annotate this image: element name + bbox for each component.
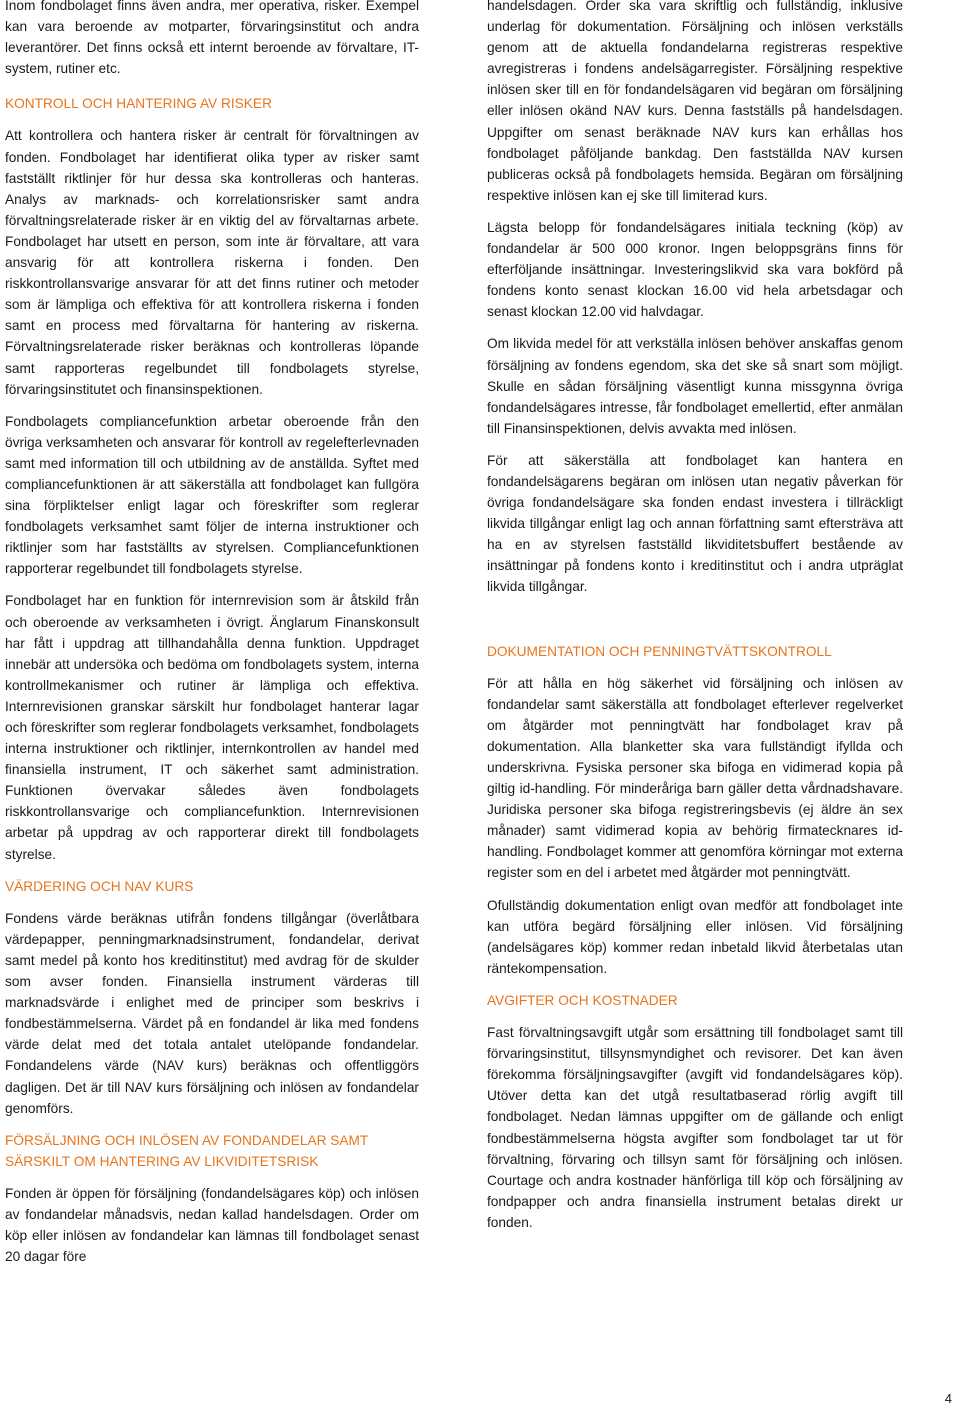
heading-forsaljning-inlosen: FÖRSÄLJNING OCH INLÖSEN AV FONDANDELAR SAMT SÄRSKILT OM HANTERING AV LIKVIDITETSRISK: [5, 1132, 369, 1169]
paragraph-vardering: Fondens värde beräknas utifrån fondens tillgångar (överlåtbara värdepapper, penningmarknadsinstrument, fondandelar, derivat samt medel på konto hos kreditinstitut) med avdrag för de skulder som avser fonden. Finansiella instrument värderas till marknadsvärde i enlighet med de principer som beskrivs i fondbestämmelserna. Värdet på en fondandel är lika med fondens värde delat med det totala antalet utelöpande fondandelar. Fondandelens värde (NAV kurs) beräknas och offentliggörs dagligen. Det är till NAV kurs försäljning och inlösen av fondandelar genomförs.: [5, 910, 419, 1116]
heading-vardering: VÄRDERING OCH NAV KURS: [5, 878, 194, 894]
paragraph-avgifter: Fast förvaltningsavgift utgår som ersättning till fondbolaget samt till förvaringsinstitut, tillsynsmyndighet och revisorer. Det kan även förekomma försäljningsavgifter (avgift vid fondandelsägares köp). Utöver detta kan det utgå resultatbaserad rörlig avgift till fondbolaget. Nedan lämnas uppgifter om de gällande och enligt fondbestämmelserna högsta avgifter som fondbolaget tar ut för förvaltning, förvaring och tillsyn samt för försäljning och inlösen. Courtage och andra kostnader hänförliga till köp och försäljning av fondpapper och andra finansiella instrument betalas direkt ur fonden.: [487, 1025, 903, 1230]
paragraph-lagsta-belopp: Lägsta belopp för fondandelsägares initiala teckning (köp) av fondandelar är 500 000 kronor. Ingen beloppsgräns finns för efterföljande insättningar. Investeringslikvid ska vara bokförd på fondens konto senast klockan 16.00 vid hela arbetsdagar och senast klockan 12.00 vid halvdagar.: [487, 219, 903, 320]
page-number: 4: [944, 1391, 952, 1406]
heading-avgifter: AVGIFTER OCH KOSTNADER: [487, 992, 678, 1008]
paragraph-forsaljning: Fonden är öppen för försäljning (fondandelsägares köp) och inlösen av fondandelar månadsvis, nedan kallad handelsdagen. Order om köp eller inlösen av fondandelar kan lämnas till fondbolaget senast 20 dagar före: [5, 1185, 419, 1265]
paragraph-handelsdagen: handelsdagen. Order ska vara skriftlig och fullständig, inklusive underlag för dokumentation. Försäljning och inlösen verkställs genom att de aktuella fondandelarna registreras respektive avregistreras i fondens andelsägarregister. Försäljning respektive inlösen sker till en för fondandelsägaren vid begäran om försäljning eller inlösen okänd NAV kurs. Denna fastställs på handelsdagen. Uppgifter om senast beräknade NAV kurs kan erhållas hos fondbolaget påföljande bankdag. Den fastställda NAV kursen publiceras också på fondbolagets hemsida. Begäran om försäljning respektive inlösen kan ej ske till limiterad kurs.: [487, 0, 903, 203]
heading-kontroll-hantering: KONTROLL OCH HANTERING AV RISKER: [5, 96, 272, 112]
paragraph-likviditetsbuffert: För att säkerställa att fondbolaget kan hantera en fondandelsägarens begäran om inlösen utan negativ påverkan för övriga fondandelsägare ska fonden endast investera i tillräckligt likvida tillgångar enligt lag och annan författning samt eftersträva att ha en av styrelsen fastställd likviditetsbuffert bestående av insättningar på fondens konto i kreditinstitut och i andra utpräglat likvida tillgångar.: [487, 452, 903, 595]
paragraph-compliance: Fondbolagets compliancefunktion arbetar oberoende från den övriga verksamheten och ansvarar för kontroll av regelefterlevnaden samt med information till och utbildning av de anställda. Syftet med compliancefunktionen är att säkerställa att fondbolaget kan fullgöra sina förpliktelser enligt lagar och föreskrifter som reglerar fondbolagets verksamhet samt följer de interna instruktioner och riktlinjer som har fastställts av styrelsen. Compliancefunktionen rapporterar regelbundet till fondbolagets styrelse.: [5, 413, 419, 577]
paragraph-ofullstandig: Ofullständig dokumentation enligt ovan medför att fondbolaget inte kan utföra begärd försäljning eller inlösen. Vid försäljning (andelsägares köp) kommer redan inbetald likvid återbetalas utan räntekompensation.: [487, 897, 903, 976]
left-column: [5, 0, 419, 1267]
paragraph-operativa-risker: Inom fondbolaget finns även andra, mer operativa, risker. Exempel kan vara beroende av motparter, förvaringsinstitut och andra leverantörer. Det finns också ett internt beroende av förvaltare, IT-system, rutiner etc.: [5, 0, 419, 77]
right-column: [487, 0, 903, 1233]
paragraph-internrevision: Fondbolaget har en funktion för internrevision som är åtskild från och oberoende av verksamheten i övrigt. Änglarum Finanskonsult har fått i uppdrag att tillhandahålla denna funktion. Uppdraget innebär att undersöka och bedöma om fondbolagets system, interna kontrollmekanismer och rutiner är lämpliga och effektiva. Internrevisionen granskar särskilt hur fondbolaget hanterar lagar och föreskrifter som reglerar fondbolagets verksamhet, fondbolagets interna instruktioner och riktlinjer, internkontrollen av handel med finansiella instrument, IT och säkerhet samt administration. Funktionen övervakar således även fondbolagets riskkontrollansvarige och compliancefunktion. Internrevisionen arbetar på uppdrag av och rapporterar direkt till fondbolagets styrelse.: [5, 593, 419, 862]
paragraph-likvida-medel: Om likvida medel för att verkställa inlösen behöver anskaffas genom försäljning av fondens egendom, ska det ske så snart som möjligt. Skulle en sådan försäljning väsentligt kunna missgynna övriga fondandelsägares intresse, får fondbolaget emellertid, efter anmälan till Finansinspektionen, delvis avvakta med inlösen.: [487, 336, 903, 436]
paragraph-kontroll: Att kontrollera och hantera risker är centralt för förvaltningen av fonden. Fondbolaget har identifierat olika typer av risker samt fastställt riktlinjer för hur dessa ska kontrolleras och hanteras. Analys av marknads- och korrelationsrisker samt andra förvaltningsrelaterade risker är en viktig del av förvaltarnas arbete. Fondbolaget har utsett en person, som inte är förvaltare, att vara ansvarig för att kontrollera riskerna i fonden. Den riskkontrollansvarige ansvarar för att det finns rutiner och metoder som är lämpliga och effektiva för att kontrollera riskerna i fonden samt en process med förvaltarna för hantering av riskerna. Förvaltningsrelaterade risker beräknas och kontrolleras löpande samt rapporteras regelbundet till fondbolagets styrelse, förvaringsinstitutet och finansinspektionen.: [5, 128, 419, 397]
paragraph-dokumentation: För att hålla en hög säkerhet vid försäljning och inlösen av fondandelar samt säkerställa att fondbolaget efterlever regelverket om åtgärder mot penningtvätt har fondbolaget krav på dokumentation. Alla blanketter ska vara fullständigt ifyllda och underskrivna. Fysiska personer ska bifoga en vidimerad kopia på giltig id-handling. För minderåriga barn gäller detta vårdnadshavare. Juridiska personer ska bifoga registreringsbevis (ej äldre än sex månader) samt vidimerad kopia av behörig firmatecknares id-handling. Fondbolaget kommer att genomföra körningar mot externa register som en del i arbetet med åtgärder mot penningtvätt.: [487, 675, 903, 881]
heading-dokumentation: DOKUMENTATION OCH PENNINGTVÄTTSKONTROLL: [487, 643, 832, 659]
